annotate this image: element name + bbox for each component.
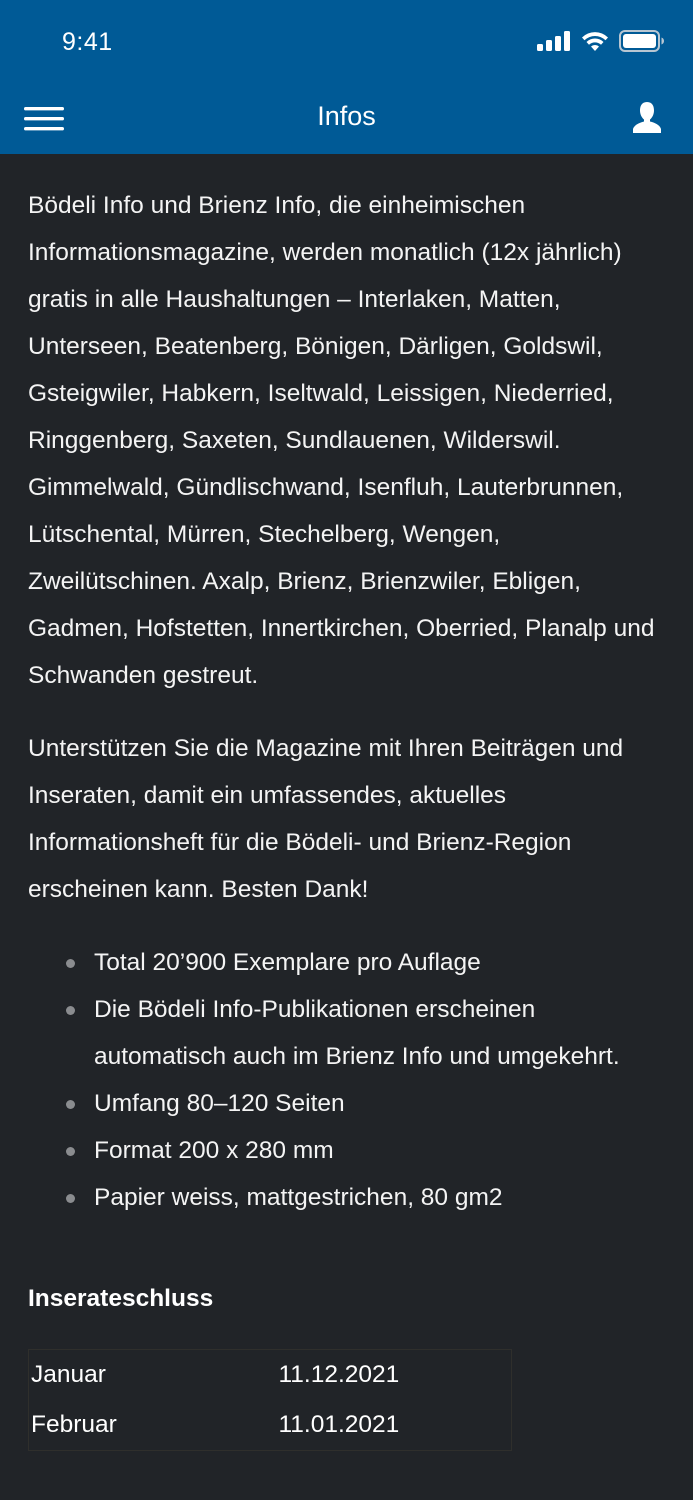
intro-paragraph: Bödeli Info und Brienz Info, die einheimischen Informationsmagazine, werden monatlich (12x jährlich) gratis in alle Haushaltungen – Interlaken, Matten, Unterseen, Beatenberg, Bönigen, Därligen, Goldswil, Gsteigwiler, Habkern, Iseltwald, Leissigen, Niederried, Ringgenberg, Saxeten, Sundlauenen, Wilderswil. Gimmelwald, Gündlischwand, Isenfluh, Lauterbrunnen, Lütschental, Mürren, Stechelberg, Wengen, Zweilütschinen. Axalp, Brienz, Brienzwiler, Ebligen, Gadmen, Hofstetten, Innertkirchen, Oberried, Planalp und Schwanden gestreut. [28, 192, 655, 689]
deadline-section-title: Inserateschluss [28, 1285, 214, 1312]
feature-item: Die Bödeli Info-Publikationen erscheinen automatisch auch im Brienz Info und umgekehrt. [94, 986, 665, 1080]
feature-item: Total 20’900 Exemplare pro Auflage [94, 939, 665, 986]
month-cell: Februar [31, 1411, 117, 1438]
status-time: 9:41 [62, 28, 113, 56]
navigation-bar [0, 88, 693, 154]
wifi-icon [581, 30, 609, 57]
info-content [0, 154, 693, 1451]
page-title: Infos [317, 101, 376, 131]
date-cell: 11.01.2021 [278, 1411, 400, 1438]
feature-item: Format 200 x 280 mm [94, 1127, 665, 1174]
bullet-icon [66, 1100, 75, 1109]
date-cell: 11.12.2021 [278, 1361, 400, 1388]
feature-list [28, 939, 665, 1221]
user-profile-icon [629, 100, 665, 136]
month-cell: Januar [31, 1361, 106, 1388]
table-row [29, 1350, 512, 1401]
feature-item: Papier weiss, mattgestrichen, 80 gm2 [94, 1174, 665, 1221]
bullet-icon [66, 959, 75, 968]
bullet-icon [66, 1006, 75, 1015]
battery-icon [619, 30, 665, 57]
status-bar [0, 0, 693, 88]
support-paragraph: Unterstützen Sie die Magazine mit Ihren Beiträgen und Inseraten, damit ein umfassendes, aktuelles Informationsheft für die Bödeli- und Brienz-Region erscheinen kann. Besten Dank! [28, 735, 624, 903]
app-header [0, 0, 693, 154]
cellular-signal-icon [537, 31, 571, 56]
profile-button[interactable] [629, 100, 665, 136]
deadline-table [28, 1349, 512, 1451]
bullet-icon [66, 1147, 75, 1156]
status-icons [537, 30, 665, 57]
table-row [29, 1400, 512, 1451]
bullet-icon [66, 1194, 75, 1203]
feature-item: Umfang 80–120 Seiten [94, 1080, 665, 1127]
